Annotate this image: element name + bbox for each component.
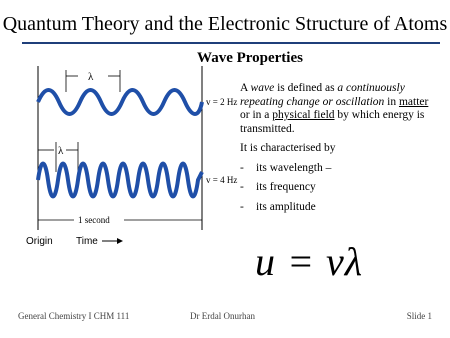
wave-4hz [38, 164, 202, 197]
wave-2hz [38, 90, 202, 114]
origin-label: Origin [26, 236, 53, 247]
property-list [240, 162, 440, 215]
list-item: - its wavelength – [240, 161, 332, 174]
characterised-line: It is characterised by [240, 142, 336, 154]
footer-slide-number: Slide 1 [406, 311, 432, 321]
list-item: - its amplitude [240, 200, 316, 213]
list-item: - its frequency [240, 181, 316, 193]
footer-author: Dr Erdal Onurhan [190, 311, 255, 321]
wave-figure [26, 62, 246, 252]
lambda-label-top: λ [88, 71, 94, 83]
lambda-label-bottom: λ [58, 145, 64, 157]
wave-equation: u = vλ [255, 239, 364, 284]
time-label: Time [76, 236, 98, 247]
freq-label-top: v = 2 Hz [206, 97, 238, 107]
text-block [240, 82, 440, 220]
title-underline [22, 42, 440, 44]
freq-label-bottom: v = 4 Hz [206, 175, 238, 185]
slide-title: Quantum Theory and the Electronic Structure of Atoms [2, 13, 448, 35]
footer-course: General Chemistry I CHM 111 [18, 311, 130, 321]
duration-label: 1 second [78, 215, 110, 225]
wave-definition: A wave is defined as a continuously repeating change or oscillation in matter or in a physical field by which energy is transmitted. [240, 82, 429, 135]
section-heading: Wave Properties [197, 50, 303, 66]
